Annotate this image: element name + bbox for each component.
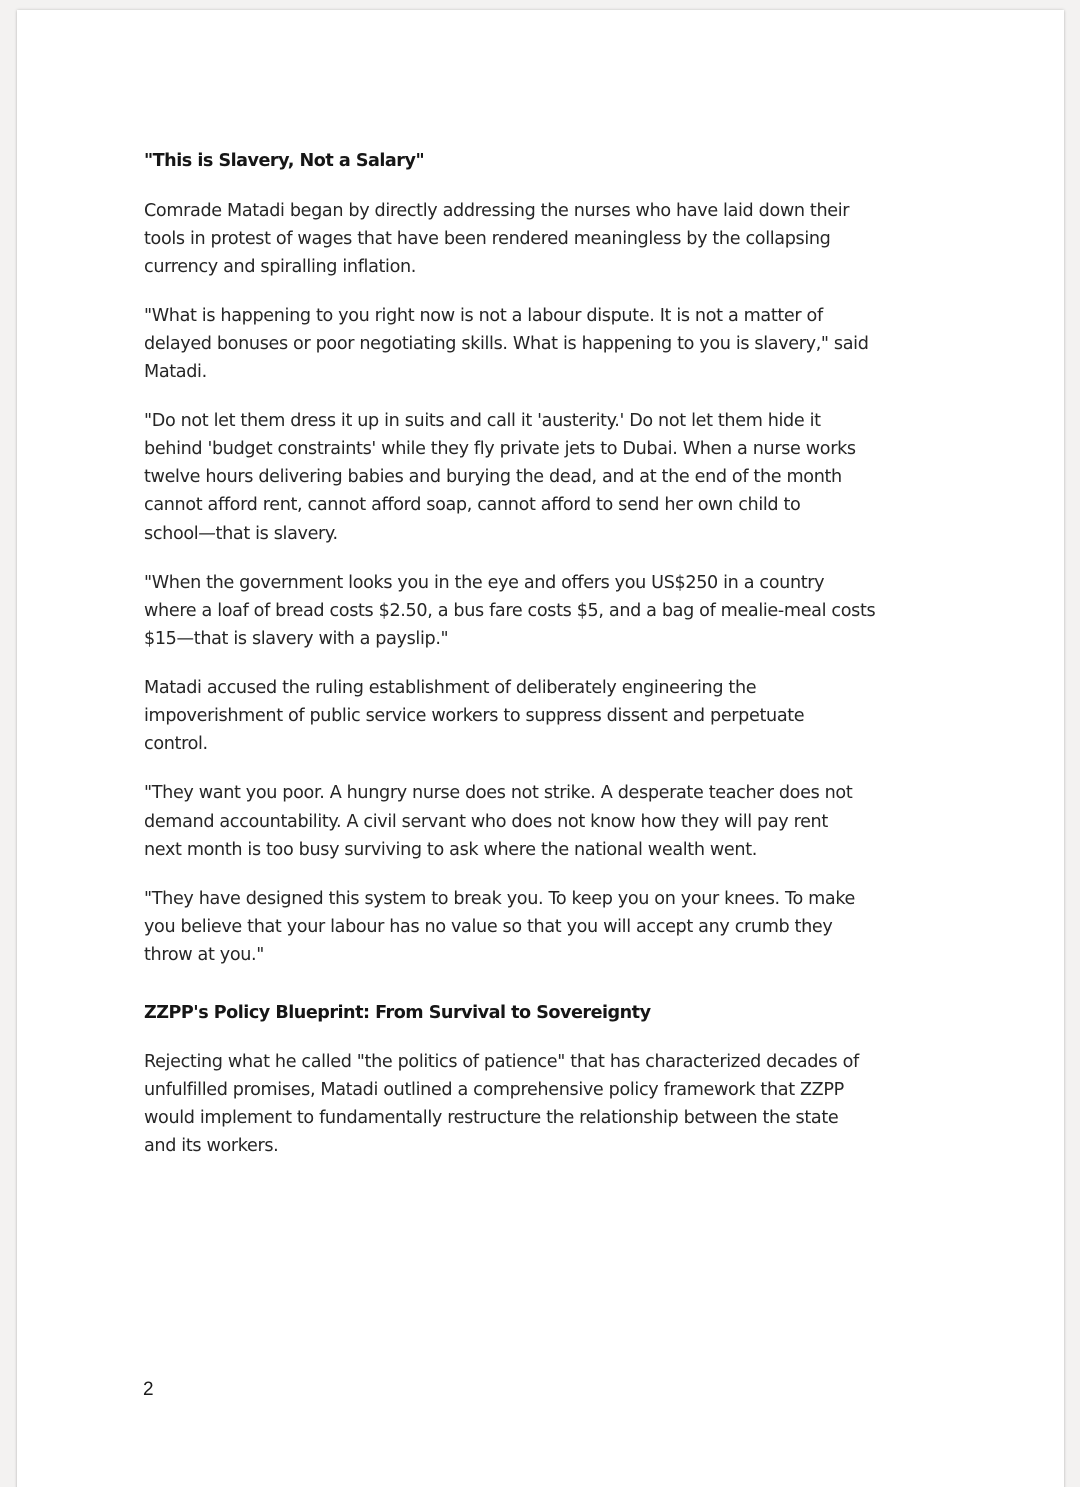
page-number: 2 [143, 1379, 154, 1400]
paragraph-line: behind 'budget constraints' while they fly private jets to Dubai. When a nurse works [144, 439, 856, 459]
paragraph-line: twelve hours delivering babies and burying the dead, and at the end of the month [144, 467, 842, 487]
paragraph-line: "Do not let them dress it up in suits and call it 'austerity.' Do not let them hide it [144, 411, 821, 431]
paragraph-line: impoverishment of public service workers to suppress dissent and perpetuate [144, 706, 805, 726]
section-heading: "This is Slavery, Not a Salary" [144, 151, 425, 171]
paragraph-line: you believe that your labour has no value so that you will accept any crumb they [144, 917, 833, 937]
paragraph-line: tools in protest of wages that have been rendered meaningless by the collapsing [144, 229, 831, 249]
section-heading: ZZPP's Policy Blueprint: From Survival to Sovereignty [144, 1003, 651, 1023]
paragraph-line: throw at you." [144, 945, 265, 965]
paragraph-line: next month is too busy surviving to ask where the national wealth went. [144, 840, 757, 860]
paragraph-line: Comrade Matadi began by directly addressing the nurses who have laid down their [144, 201, 850, 221]
document-page [17, 10, 1064, 1487]
paragraph-line: currency and spiralling inflation. [144, 257, 417, 277]
paragraph-line: cannot afford rent, cannot afford soap, cannot afford to send her own child to [144, 495, 801, 515]
paragraph-line: where a loaf of bread costs $2.50, a bus fare costs $5, and a bag of mealie-meal costs [144, 601, 876, 621]
paragraph-line: control. [144, 734, 208, 754]
paragraph-line: Rejecting what he called "the politics of patience" that has characterized decades of [144, 1052, 859, 1072]
paragraph-line: Matadi accused the ruling establishment of deliberately engineering the [144, 678, 757, 698]
paragraph-line: unfulfilled promises, Matadi outlined a comprehensive policy framework that ZZPP [144, 1080, 844, 1100]
paragraph-line: school—that is slavery. [144, 524, 338, 544]
paragraph-line: Matadi. [144, 362, 207, 382]
paragraph-line: delayed bonuses or poor negotiating skills. What is happening to you is slavery," said [144, 334, 869, 354]
paragraph-line: would implement to fundamentally restructure the relationship between the state [144, 1108, 839, 1128]
paragraph-line: "They have designed this system to break you. To keep you on your knees. To make [144, 889, 856, 909]
paragraph-line: "When the government looks you in the eye and offers you US$250 in a country [144, 573, 825, 593]
paragraph-line: demand accountability. A civil servant who does not know how they will pay rent [144, 812, 828, 832]
paragraph-line: and its workers. [144, 1136, 279, 1156]
paragraph-line: "They want you poor. A hungry nurse does not strike. A desperate teacher does not [144, 783, 853, 803]
paragraph-line: "What is happening to you right now is not a labour dispute. It is not a matter of [144, 306, 823, 326]
paragraph-line: $15—that is slavery with a payslip." [144, 629, 449, 649]
